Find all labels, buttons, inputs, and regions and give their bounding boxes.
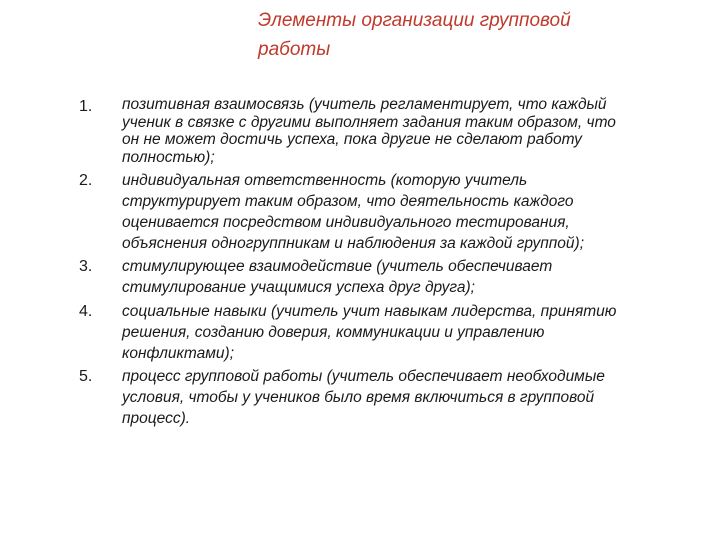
elements-list bbox=[0, 96, 720, 429]
slide-title: Элементы организации групповой работы bbox=[258, 10, 571, 60]
list-item bbox=[0, 256, 720, 298]
list-item bbox=[0, 366, 720, 429]
list-item-number: 2. bbox=[79, 172, 93, 189]
list-item bbox=[0, 301, 720, 364]
list-item bbox=[0, 96, 720, 166]
list-item-number: 5. bbox=[79, 368, 93, 385]
list-item bbox=[0, 170, 720, 254]
list-item-text: индивидуальная ответственность (которую учитель структурирует таким образом, что деятельность каждого оценивается посредством индивидуального тестирования, объяснения одногруппникам и наблюдения за каждой группой); bbox=[122, 172, 585, 252]
list-item-text: стимулирующее взаимодействие (учитель обеспечивает стимулирование учащимися успеха друг друга); bbox=[122, 258, 553, 296]
list-item-text: социальные навыки (учитель учит навыкам лидерства, принятию решения, созданию доверия, коммуникации и управлению конфликтами); bbox=[122, 303, 617, 362]
list-item-number: 4. bbox=[79, 303, 93, 320]
list-item-text: позитивная взаимосвязь (учитель регламентирует, что каждый ученик в связке с другими выполняет задания таким образом, что он не может достичь успеха, пока другие не сделают работу полностью); bbox=[122, 96, 616, 166]
list-item-number: 1. bbox=[79, 98, 93, 115]
list-item-number: 3. bbox=[79, 258, 93, 275]
list-item-text: процесс групповой работы (учитель обеспечивает необходимые условия, чтобы у учеников было время включиться в групповой процесс). bbox=[122, 368, 605, 427]
